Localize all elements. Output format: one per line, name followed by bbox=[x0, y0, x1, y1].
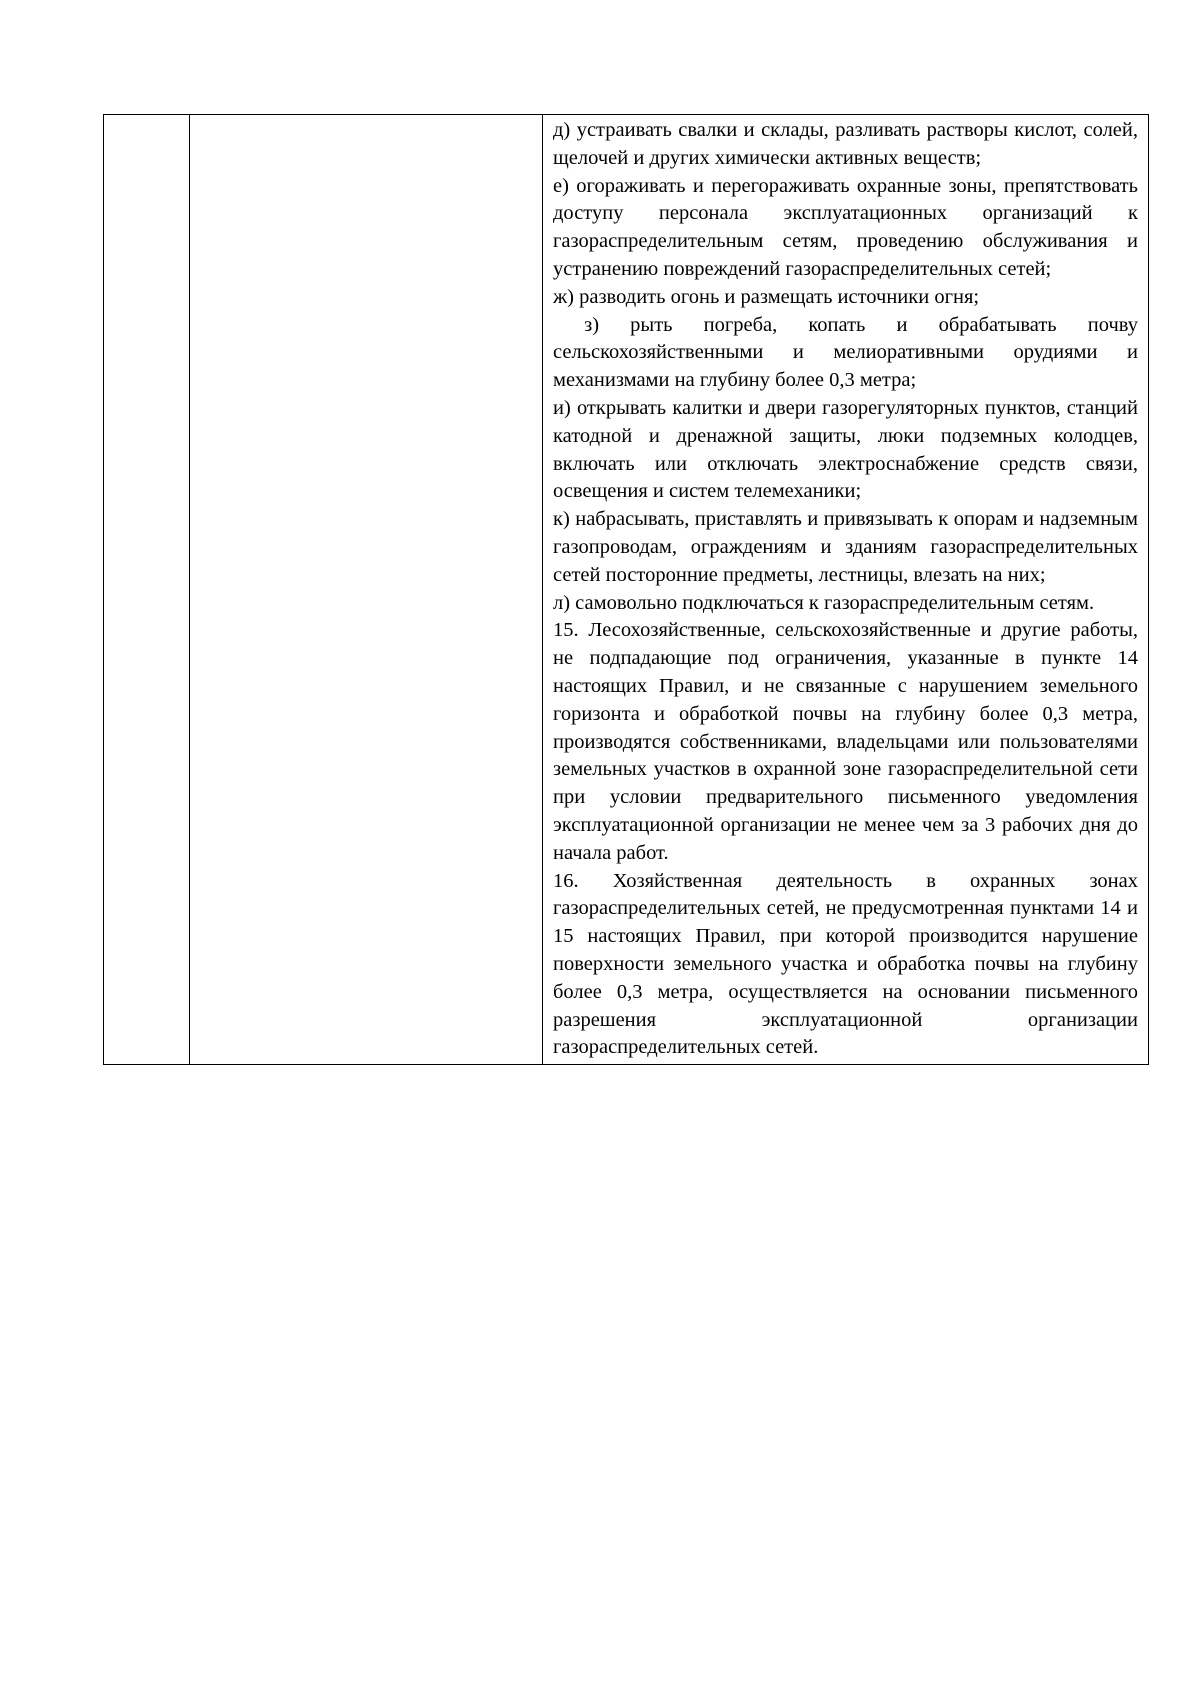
paragraph-item-k: к) набрасывать, приставлять и привязывать к опорам и надземным газопроводам, ограждениям и зданиям газораспределительных сетей посторонние предметы, лестницы, влезать на них; bbox=[553, 508, 1138, 586]
paragraph-item-e: е) огораживать и перегораживать охранные зоны, препятствовать доступу персонала эксплуатационных организаций к газораспределительным сетям, проведению обслуживания и устранению повреждений газораспределительных сетей; bbox=[553, 174, 1138, 280]
paragraph-item-i: и) открывать калитки и двери газорегуляторных пунктов, станций катодной и дренажной защиты, люки подземных колодцев, включать или отключать электроснабжение средств связи, освещения и систем телемеханики; bbox=[553, 396, 1138, 503]
row-number-cell bbox=[104, 115, 190, 1065]
paragraph-clause-15: 15. Лесохозяйственные, сельскохозяйственные и другие работы, не подпадающие под ограничения, указанные в пункте 14 настоящих Правил, и не связанные с нарушением земельного горизонта и обработкой почвы на глубину более 0,3 метра, производятся собственниками, владельцами или пользователями земельных участков в охранной зоне газораспределительной сети при условии предварительного письменного уведомления эксплуатационной организации не менее чем за 3 рабочих дня до начала работ. bbox=[553, 619, 1138, 864]
paragraph-item-d: д) устраивать свалки и склады, разливать растворы кислот, солей, щелочей и других химически активных веществ; bbox=[553, 119, 1138, 169]
table-row bbox=[104, 115, 1149, 1065]
row-text-cell bbox=[543, 115, 1149, 1065]
paragraph-item-z: з) рыть погреба, копать и обрабатывать почву сельскохозяйственными и мелиоративными орудиями и механизмами на глубину более 0,3 метра; bbox=[553, 313, 1144, 392]
document-table bbox=[103, 114, 1149, 1065]
paragraph-clause-16: 16. Хозяйственная деятельность в охранных зонах газораспределительных сетей, не предусмотренная пунктами 14 и 15 настоящих Правил, при которой производится нарушение поверхности земельного участка и обработка почвы на глубину более 0,3 метра, осуществляется на основании письменного разрешения эксплуатационной организации газораспределительных сетей. bbox=[553, 869, 1138, 1059]
paragraph-item-zh: ж) разводить огонь и размещать источники огня; bbox=[553, 285, 980, 308]
paragraph-item-l: л) самовольно подключаться к газораспределительным сетям. bbox=[553, 591, 1095, 614]
row-name-cell bbox=[190, 115, 543, 1065]
